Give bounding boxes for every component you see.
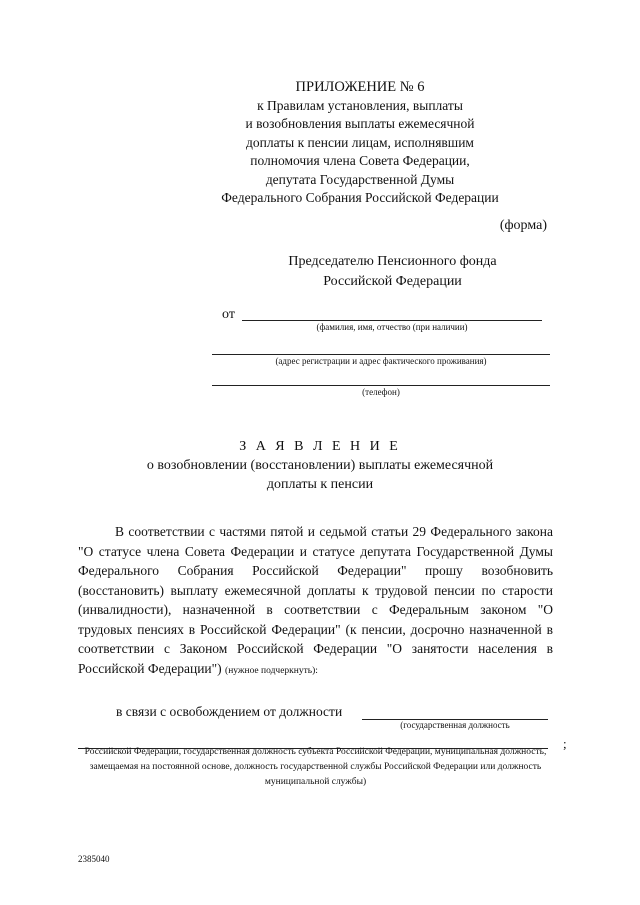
- heading-title: З А Я В Л Е Н И Е: [239, 439, 401, 454]
- appendix-line: и возобновления выплаты ежемесячной: [245, 116, 475, 131]
- addressee-line: Российской Федерации: [323, 274, 462, 289]
- addressee: [250, 252, 535, 292]
- body-paragraph: [78, 522, 553, 681]
- heading-line: о возобновлении (восстановлении) выплаты ежемесячной: [146, 458, 494, 473]
- reason-label: в связи с освобождением от должности: [116, 704, 343, 719]
- from-label: от: [222, 307, 235, 322]
- address-field-line[interactable]: [212, 354, 550, 355]
- appendix-title: ПРИЛОЖЕНИЕ № 6: [295, 79, 425, 95]
- body-note: (нужное подчеркнуть):: [225, 665, 318, 676]
- addressee-line: Председателю Пенсионного фонда: [288, 254, 497, 269]
- form-label: (форма): [499, 218, 547, 233]
- document-number: 2385040: [78, 854, 110, 864]
- position-footnote: Российской Федерации, государственная должность субъекта Российской Федерации, муниципальная должность, замещаемая на постоянной основе, должность государственной службы Российской Федерации или должность муниципальной службы): [84, 747, 547, 787]
- name-caption: (фамилия, имя, отчество (при наличии): [316, 322, 468, 332]
- semicolon: ;: [563, 736, 567, 751]
- address-caption: (адрес регистрации и адрес фактического проживания): [275, 356, 487, 366]
- position-caption: (государственная должность: [400, 720, 510, 730]
- appendix-line: к Правилам установления, выплаты: [257, 97, 463, 113]
- phone-caption: (телефон): [362, 387, 400, 397]
- appendix-header: [190, 78, 530, 208]
- phone-field-line[interactable]: [212, 385, 550, 386]
- heading-line: доплаты к пенсии: [266, 477, 374, 492]
- appendix-line: депутата Государственной Думы: [265, 171, 455, 187]
- appendix-line: доплаты к пенсии лицам, исполнявшим: [246, 134, 474, 150]
- appendix-line: Федерального Собрания Российской Федерации: [221, 190, 499, 205]
- name-field-line[interactable]: [242, 320, 542, 321]
- body-text: В соответствии с частями пятой и седьмой статьи 29 Федерального закона "О статусе члена Совета Федерации и статусе депутата Государственной Думы Федерального Собрания Российской Федерации" прошу возобновить (восстановить) выплату ежемесячной доплаты к трудовой пенсии по старости (инвалидности), назначенной в соответствии с Федеральным законом "О трудовых пенсиях в Российской Федерации" (к пенсии, досрочно назначенной в соответствии с Законом Российской Федерации "О занятости населения в Российской Федерации"): [78, 524, 553, 676]
- document-heading: [100, 437, 540, 494]
- appendix-line: полномочия члена Совета Федерации,: [250, 153, 470, 168]
